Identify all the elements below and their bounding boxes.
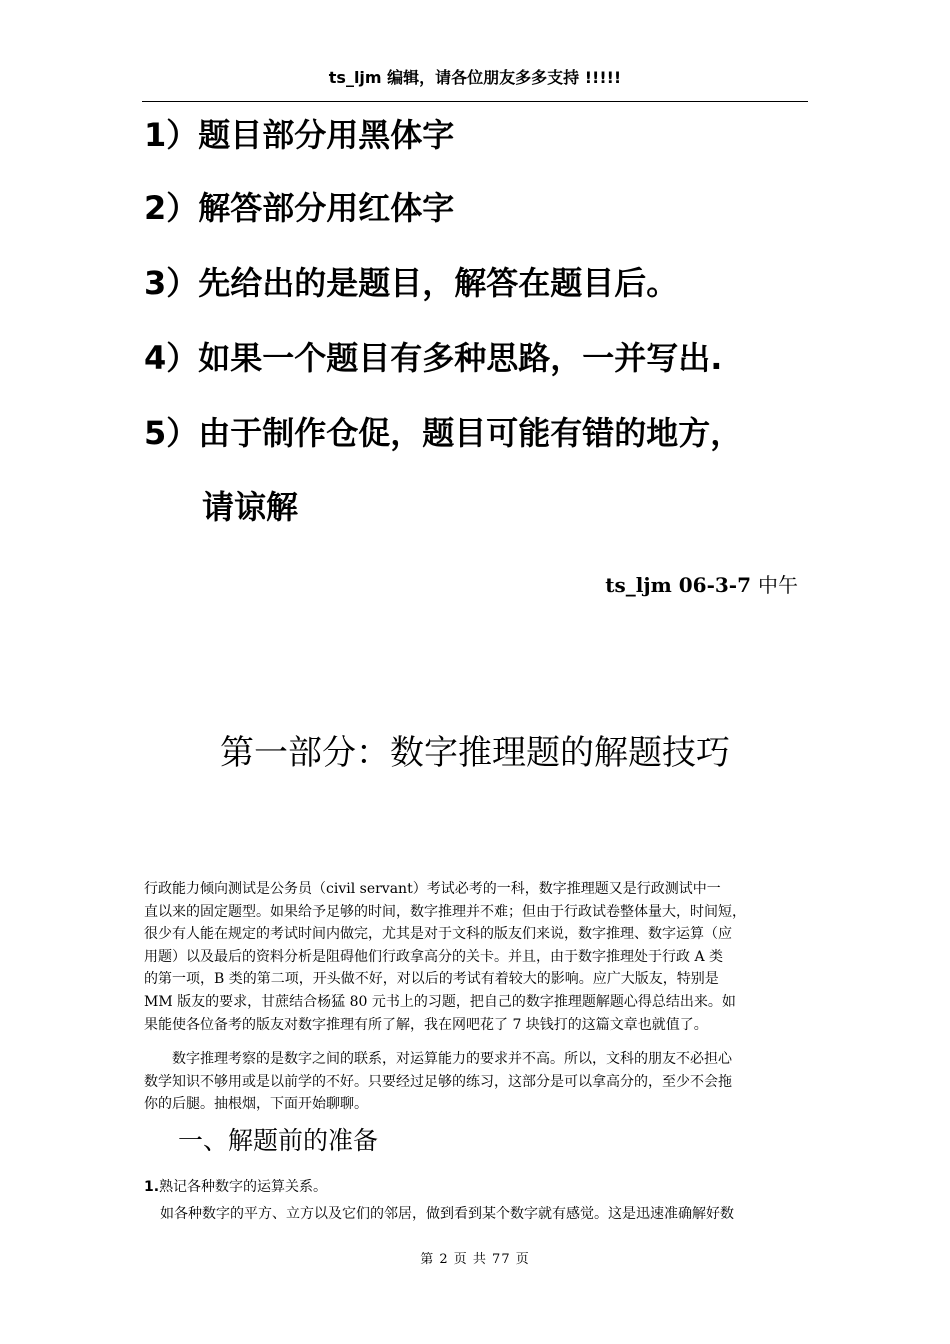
header-divider <box>142 101 808 102</box>
paragraph-line: 果能使各位备考的版友对数字推理有所了解，我在网吧花了 7 块钱打的这篇文章也就值了。 <box>144 1016 708 1033</box>
rule-item-5-continuation: 请谅解 <box>202 488 299 526</box>
paragraph-line: 的第一项，B 类的第二项，开头做不好，对以后的考试有着较大的影响。应广大版友，特别是 <box>144 971 719 988</box>
paragraph-line: 数学知识不够用或是以前学的不好。只要经过足够的练习，这部分是可以拿高分的，至少不会拖 <box>144 1073 732 1090</box>
paragraph-line: 直以来的固定题型。如果给予足够的时间，数字推理并不难；但由于行政试卷整体量大，时间短， <box>144 903 746 920</box>
paragraph-line: 很少有人能在规定的考试时间内做完，尤其是对于文科的版友们来说，数字推理、数字运算（应 <box>144 926 732 943</box>
rule-item-1: 1）题目部分用黑体字 <box>144 116 455 154</box>
paragraph-line: 数字推理考察的是数字之间的联系，对运算能力的要求并不高。所以，文科的朋友不必担心 <box>172 1051 732 1067</box>
page-header: ts_ljm 编辑，请各位朋友多多支持 !!!!! <box>328 68 622 87</box>
list-item-1-description: 如各种数字的平方、立方以及它们的邻居，做到看到某个数字就有感觉。这是迅速准确解好数 <box>160 1206 734 1222</box>
paragraph-line: MM 版友的要求，甘蔗结合杨猛 80 元书上的习题，把自己的数字推理题解题心得总结出来。如 <box>144 993 736 1010</box>
intro-paragraph-2 <box>144 1048 810 1116</box>
page-footer: 第 2 页 共 77 页 <box>420 1252 530 1267</box>
signature-author-date: ts_ljm 06-3-7 <box>605 573 752 597</box>
intro-paragraph-1 <box>144 878 810 1036</box>
rule-item-2: 2）解答部分用红体字 <box>144 189 455 227</box>
signature-time: 中午 <box>758 573 798 597</box>
rule-item-5: 5）由于制作仓促，题目可能有错的地方， <box>144 414 743 452</box>
paragraph-line: 用题）以及最后的资料分析是阻碍他们行政拿高分的关卡。并且，由于数字推理处于行政 A 类 <box>144 948 724 965</box>
paragraph-line: 行政能力倾向测试是公务员（civil servant）考试必考的一科，数字推理题又是行政测试中一 <box>144 881 721 897</box>
author-signature <box>605 569 798 598</box>
section-title: 第一部分：数字推理题的解题技巧 <box>220 733 730 773</box>
list-item-number: 1. <box>144 1179 160 1195</box>
paragraph-line: 你的后腿。抽根烟，下面开始聊聊。 <box>144 1096 368 1113</box>
list-item-text: 熟记各种数字的运算关系。 <box>159 1179 328 1195</box>
subheading-preparation: 一、解题前的准备 <box>178 1126 379 1155</box>
list-item-1 <box>144 1177 327 1197</box>
rule-item-4: 4）如果一个题目有多种思路，一并写出. <box>144 339 723 377</box>
rule-item-3: 3）先给出的是题目，解答在题目后。 <box>144 264 679 302</box>
